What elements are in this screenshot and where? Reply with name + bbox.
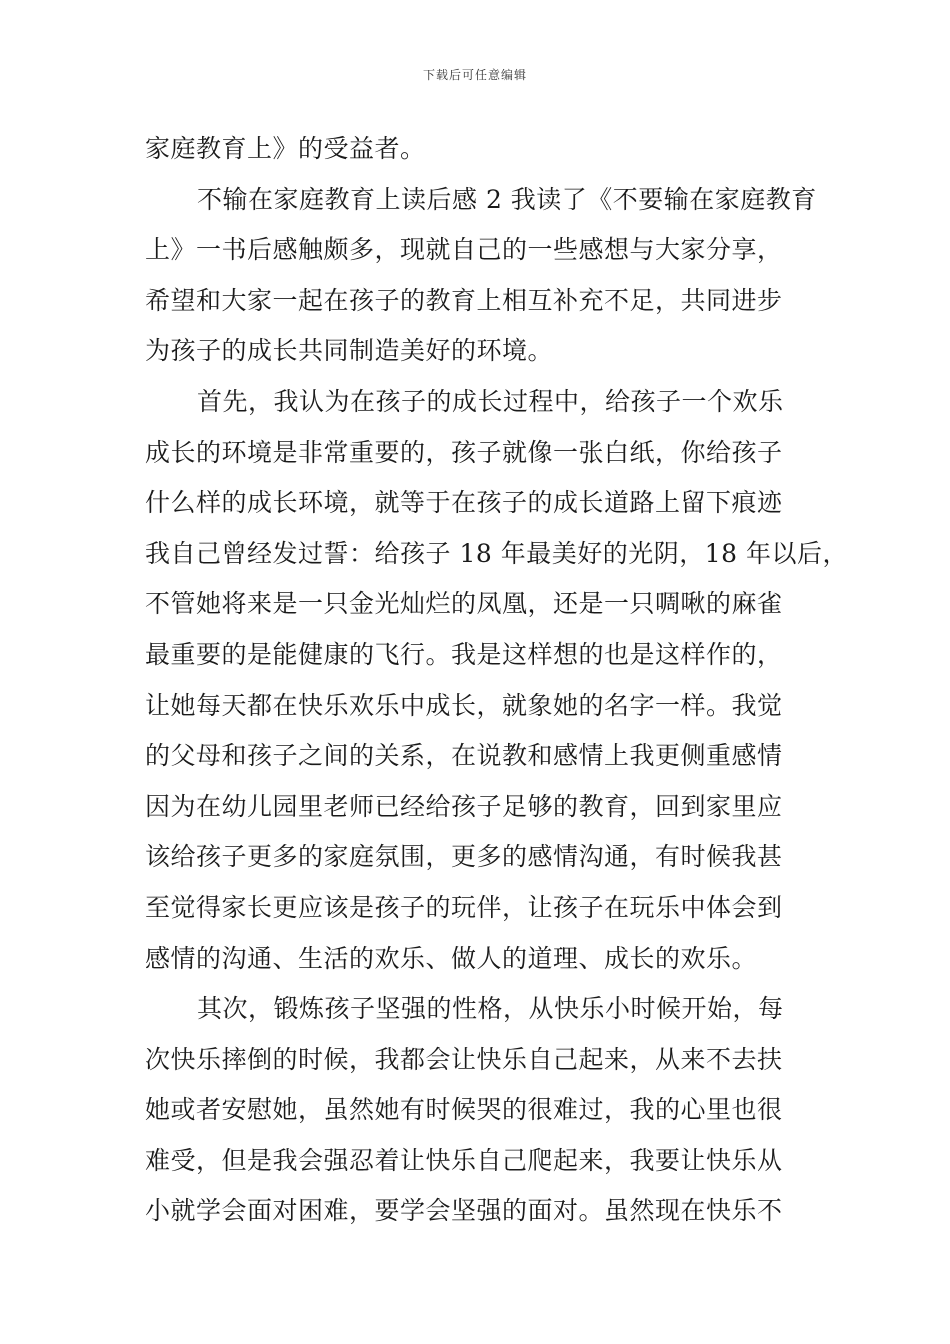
paragraph-start-line: 首先，我认为在孩子的成长过程中，给孩子一个欢乐 bbox=[197, 386, 784, 416]
text-line: 她或者安慰她，虽然她有时候哭的很难过，我的心里也很 bbox=[145, 1095, 783, 1125]
text-line: 的父母和孩子之间的关系，在说教和感情上我更侧重感情 bbox=[145, 741, 783, 771]
text-line: 成长的环境是非常重要的，孩子就像一张白纸，你给孩子 bbox=[145, 437, 783, 467]
text-line: 难受，但是我会强忍着让快乐自己爬起来，我要让快乐从 bbox=[145, 1145, 783, 1175]
text-line: 希望和大家一起在孩子的教育上相互补充不足，共同进步 bbox=[145, 285, 783, 315]
text-line: 小就学会面对困难，要学会坚强的面对。虽然现在快乐不 bbox=[145, 1196, 783, 1226]
paragraph-start-line: 不输在家庭教育上读后感 2 我读了《不要输在家庭教育 bbox=[197, 184, 817, 214]
text-line: 感情的沟通、生活的欢乐、做人的道理、成长的欢乐。 bbox=[145, 943, 758, 973]
text-line: 最重要的是能健康的飞行。我是这样想的也是这样作的， bbox=[145, 639, 783, 669]
text-line: 该给孩子更多的家庭氛围，更多的感情沟通，有时候我甚 bbox=[145, 842, 783, 872]
header-note: 下载后可任意编辑 bbox=[422, 68, 527, 82]
body-text bbox=[145, 124, 848, 1237]
text-line: 家庭教育上》的受益者。 bbox=[145, 134, 426, 163]
text-line: 至觉得家长更应该是孩子的玩伴，让孩子在玩乐中体会到 bbox=[145, 892, 783, 922]
text-line: 什么样的成长环境，就等于在孩子的成长道路上留下痕迹 bbox=[145, 488, 783, 518]
text-line: 不管她将来是一只金光灿烂的凤凰，还是一只啁啾的麻雀 bbox=[145, 589, 783, 619]
paragraph-start-line: 其次，锻炼孩子坚强的性格，从快乐小时候开始，每 bbox=[197, 994, 784, 1024]
text-line: 让她每天都在快乐欢乐中成长，就象她的名字一样。我觉 bbox=[145, 690, 783, 720]
text-line: 因为在幼儿园里老师已经给孩子足够的教育，回到家里应 bbox=[145, 791, 783, 821]
text-line: 我自己曾经发过誓：给孩子 18 年最美好的光阴，18 年以后， bbox=[145, 538, 848, 568]
text-line: 上》一书后感触颇多，现就自己的一些感想与大家分享， bbox=[145, 235, 783, 265]
text-line: 次快乐摔倒的时候，我都会让快乐自己起来，从来不去扶 bbox=[145, 1044, 783, 1074]
text-line: 为孩子的成长共同制造美好的环境。 bbox=[145, 336, 554, 366]
